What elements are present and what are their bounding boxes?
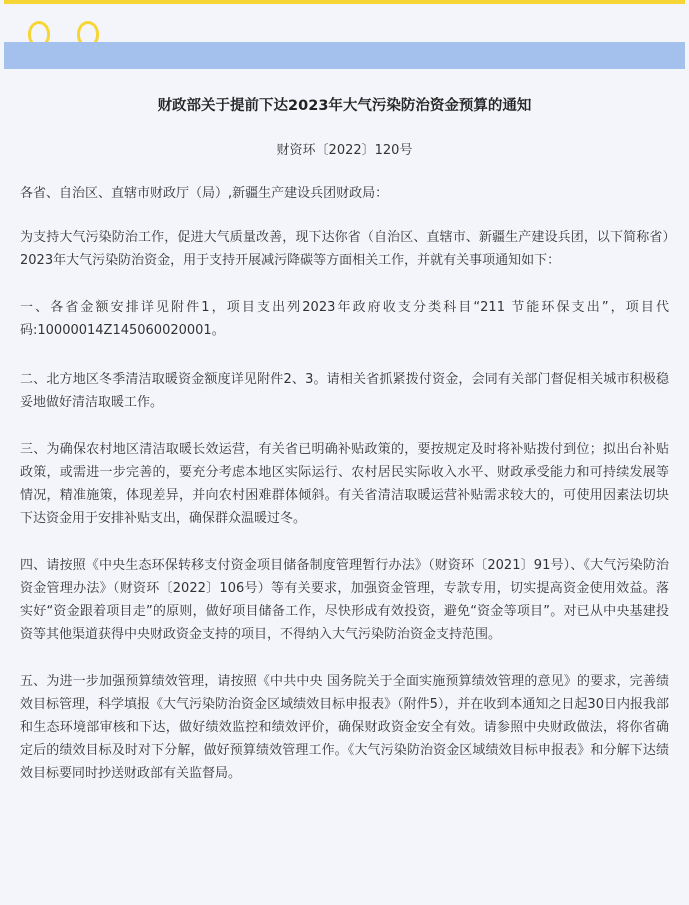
paragraph-1: 一、各省金额安排详见附件1，项目支出列2023年政府收支分类科目“211 节能环保支出”，项目代码:10000014Z145060020001。	[20, 300, 669, 338]
document-title: 财政部关于提前下达2023年大气污染防治资金预算的通知	[157, 98, 532, 114]
paragraph-2: 二、北方地区冬季清洁取暖资金额度详见附件2、3。请相关省抓紧拨付资金，会同有关部门督促相关城市积极稳妥地做好清洁取暖工作。	[20, 372, 669, 410]
document-number: 财资环〔2022〕120号	[276, 143, 413, 158]
document-body	[20, 69, 669, 905]
paragraph-intro: 为支持大气污染防治工作，促进大气质量改善，现下达你省（自治区、直辖市、新疆生产建设兵团，以下简称省）2023年大气污染防治资金，用于支持开展减污降碳等方面相关工作，并就有关事项通知如下：	[20, 230, 669, 268]
paragraph-3: 三、为确保农村地区清洁取暖长效运营，有关省已明确补贴政策的，要按规定及时将补贴拨付到位；拟出台补贴政策，或需进一步完善的，要充分考虑本地区实际运行、农村居民实际收入水平、财政承受能力和可持续发展等情况，精准施策，体现差异，并向农村困难群体倾斜。有关省清洁取暖运营补贴需求较大的，可使用因素法切块下达资金用于安排补贴支出，确保群众温暖过冬。	[20, 442, 669, 526]
header-band	[4, 42, 685, 69]
paragraph-5: 五、为进一步加强预算绩效管理，请按照《中共中央 国务院关于全面实施预算绩效管理的意见》的要求，完善绩效目标管理，科学填报《大气污染防治资金区域绩效目标申报表》（附件5），并在收到本通知之日起30日内报我部和生态环境部审核和下达，做好绩效监控和绩效评价，确保财政资金安全有效。请参照中央财政做法，将你省确定后的绩效目标及时对下分解，做好预算绩效管理工作。《大气污染防治资金区域绩效目标申报表》和分解下达绩效目标要同时抄送财政部有关监督局。	[20, 674, 669, 781]
top-accent-line	[4, 0, 685, 4]
paragraph-4: 四、请按照《中央生态环保转移支付资金项目储备制度管理暂行办法》（财资环〔2021〕91号）、《大气污染防治资金管理办法》（财资环〔2022〕106号）等有关要求，加强资金管理，专款专用，切实提高资金使用效益。落实好“资金跟着项目走”的原则，做好项目储备工作，尽快形成有效投资，避免“资金等项目”。对已从中央基建投资等其他渠道获得中央财政资金支持的项目，不得纳入大气污染防治资金支持范围。	[20, 558, 669, 642]
greeting: 各省、自治区、直辖市财政厅（局）,新疆生产建设兵团财政局：	[20, 186, 389, 201]
